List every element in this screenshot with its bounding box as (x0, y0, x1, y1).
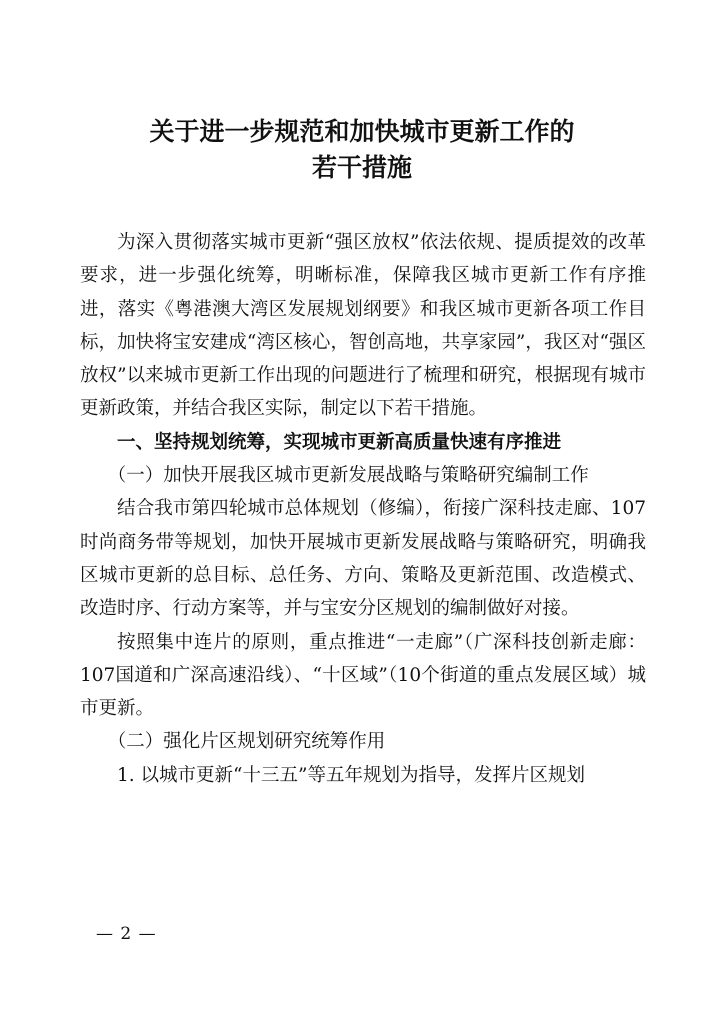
subsection-1-heading: （一）加快开展我区城市更新发展战略与策略研究编制工作 (107, 465, 589, 487)
page-number: — 2 — (96, 924, 157, 944)
intro-paragraph: 为深入贯彻落实城市更新“强区放权”依法依规、提质提效的改革要求，进一步强化统筹，明晰标准，保障我区城市更新工作有序推进，落实《粤港澳大湾区发展规划纲要》和我区城市更新各项工作目标，加快将宝安建成“湾区核心，智创高地，共享家园”，我区对“强区放权”以来城市更新工作出现的问题进行了梳理和研究，根据现有城市更新政策，并结合我区实际，制定以下若干措施。 (80, 232, 646, 420)
subsection-1-paragraph-2: 按照集中连片的原则，重点推进“一走廊”（广深科技创新走廊：107国道和广深高速沿线）、“十区域”（10个街道的重点发展区域）城市更新。 (80, 631, 646, 720)
section-1-heading: 一、坚持规划统筹，实现城市更新高质量快速有序推进 (117, 431, 562, 453)
subsection-2-paragraph-1: 1. 以城市更新“十三五”等五年规划为指导，发挥片区规划 (117, 764, 585, 786)
subsection-2-heading: （二）强化片区规划研究统筹作用 (107, 731, 386, 753)
document-title-line-1: 关于进一步规范和加快城市更新工作的 (149, 117, 575, 146)
document-body (80, 226, 646, 792)
subsection-1-paragraph-1: 结合我市第四轮城市总体规划（修编），衔接广深科技走廊、107时尚商务带等规划，加快开展城市更新发展战略与策略研究，明确我区城市更新的总目标、总任务、方向、策略及更新范围、改造模式、改造时序、行动方案等，并与宝安分区规划的编制做好对接。 (80, 498, 646, 620)
document-title-line-2: 若干措施 (311, 153, 412, 182)
